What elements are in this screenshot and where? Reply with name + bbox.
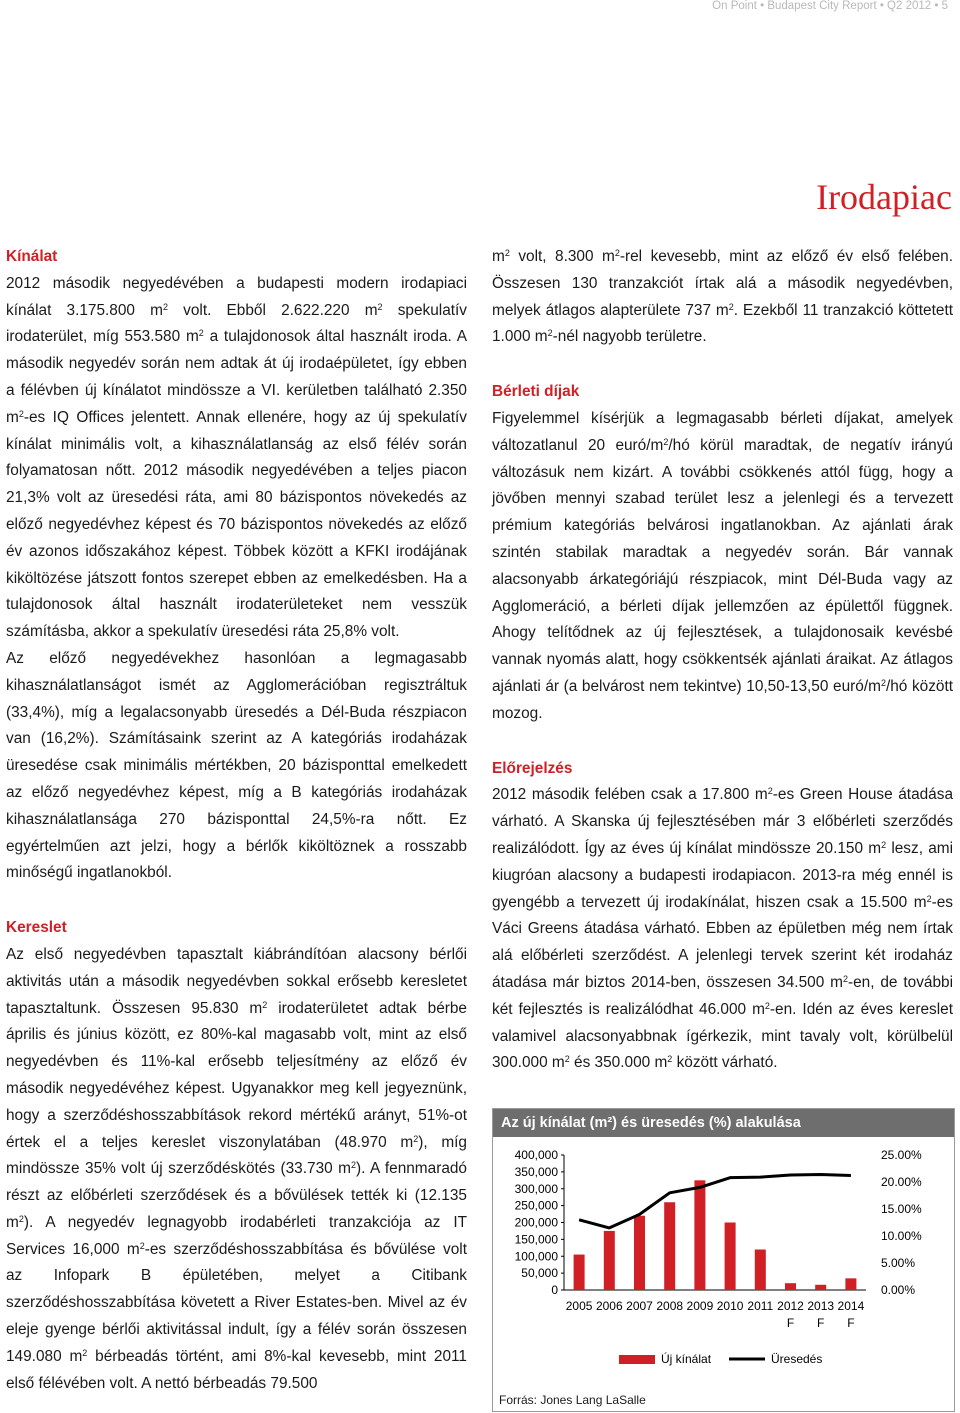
y-tick-label-right: 15.00% xyxy=(881,1202,922,1216)
y-tick-label-right: 20.00% xyxy=(881,1175,922,1189)
superscript: 2 xyxy=(880,677,886,688)
left-column xyxy=(6,244,467,1397)
bar-uj-kinalat xyxy=(815,1285,826,1290)
superscript: 2 xyxy=(377,301,383,312)
y-tick-label-right: 10.00% xyxy=(881,1229,922,1243)
y-tick-label-right: 25.00% xyxy=(881,1148,922,1162)
superscript: 2 xyxy=(139,1240,145,1251)
x-tick-label-suffix: F xyxy=(847,1316,855,1330)
y-tick-label-right: 0.00% xyxy=(881,1283,916,1297)
bar-uj-kinalat xyxy=(694,1180,705,1290)
y-tick-label-left: 150,000 xyxy=(514,1232,558,1247)
y-tick-label-right: 5.00% xyxy=(881,1256,916,1270)
superscript: 2 xyxy=(162,301,168,312)
x-tick-label: 2014 xyxy=(837,1299,865,1313)
chart-title: Az új kínálat (m²) és üresedés (%) alakulása xyxy=(493,1109,954,1137)
x-tick-label: 2007 xyxy=(626,1299,653,1313)
x-tick-label: 2012 xyxy=(777,1299,804,1313)
running-header: On Point • Budapest City Report • Q2 2012 • 5 xyxy=(712,0,948,12)
superscript: 2 xyxy=(614,248,620,258)
heading-kinalat: Kínálat xyxy=(6,248,58,265)
paragraph-kinalat-2: Az előző negyedévekhez hasonlóan a legmagasabb kihasználatlanságot ismét az Agglomerációban regisztráltuk (33,4%), míg a legalacsonyabb üresedés a Dél-Buda részpiacon van (16,2%). Számításaink szerint az A kategóriás irodaházak üresedése csak minimális mértékben, 20 bázisponttal emelkedett az előző negyedévhez képest, míg a B kategóriás irodaházak kihasználatlansága 270 bázisponttal 24,5%-ra nőtt. Ez egyértelműen azt jelzi, hogy a bérlők kiköltöznek a rosszabb minőségű ingatlanokból. xyxy=(6,649,467,882)
x-tick-label-suffix: F xyxy=(817,1316,825,1330)
bar-uj-kinalat xyxy=(725,1223,736,1291)
paragraph-kereslet-cont: $m^2$ volt, 8.300 $m^2$-rel kevesebb, mint az előző év első felében. Összesen 130 tranzakciót írtak alá a második negyedévben, melyek átlagos alapterülete 737 $m^2$. Ezekből 11 tranzakció köttetett 1.000 $m^2$-nél nagyobb területre. xyxy=(492,248,954,346)
y-tick-label-left: 250,000 xyxy=(514,1198,558,1213)
legend-swatch-bar xyxy=(619,1355,655,1364)
y-tick-label-left: 200,000 xyxy=(514,1215,558,1230)
superscript: 2 xyxy=(504,248,510,258)
paragraph-kinalat-1: 2012 második negyedévében a budapesti modern irodapiaci kínálat 3.175.800 $m^2$ volt. Ebből 2.622.220 $m^2$ spekulatív irodaterület, míg 553.580 $m^2$ a tulajdonosok által használt iroda. A második negyedév során nem adtak át új irodaépületet, így ebben a félévben új kínálatot mindössze a VI. kerületben található 2.350 $m^2-es$ IQ Offices jelentett. Annak ellenére, hogy az új spekulatív kínálat minimális volt, a kihasználatlanság az első félév során folyamatosan nőtt. 2012 második negyedévében a teljes piacon 21,3% volt az üresedési ráta, ami 80 bázispontos növekedés az előző negyedévhez képest és 70 bázispontos növekedés az előző év azonos időszakához képest. Többek között a KFKI irodájának kiköltözése játszott fontos szerepet ebben az emelkedésben. Ha a tulajdonosok által használt irodaterületeket nem vesszük számításba, akkor a spekulatív üresedési ráta 25,8% volt. xyxy=(6,274,468,641)
bar-uj-kinalat xyxy=(755,1250,766,1291)
x-tick-label: 2010 xyxy=(716,1299,744,1313)
y-tick-label-left: 50,000 xyxy=(521,1266,558,1281)
bar-uj-kinalat xyxy=(845,1278,856,1290)
superscript: 2 xyxy=(564,1054,570,1065)
superscript: 2 xyxy=(413,1133,419,1144)
paragraph-elorejelzes: 2012 második felében csak a 17.800 $m^2-es$ Green House átadása várható. A Skanska új fejlesztésében már 3 előbérleti szerződés realizálódott. Így az éves új kínálat mindössze 20.150 $m^2$ lesz, ami kiugróan alacsony a budapesti irodapiacon. 2013-ra még ennél is gyengébb a tervezett új irodakínálat, hiszen csak a 15.500 $m^2-es$ Váci Greens átadása várható. Ebben az épületben még nem írtak alá előbérleti szerződést. A jelenlegi tervek szerint két irodaház átadása már biztos 2014-ben, összesen 34.500 $m^2-en$, de további két fejlesztés is realizálódhat 46.000 $m^2-en$. Idén az éves kereslet valamivel alacsonyabbnak ígérkezik, mint tavaly volt, körülbelül 300.000 $m^2$ és 350.000 $m^2$ között várható. xyxy=(492,786,954,1072)
x-tick-label: 2009 xyxy=(686,1299,714,1313)
right-column xyxy=(492,244,953,1077)
y-tick-label-left: 300,000 xyxy=(514,1181,558,1196)
legend-label-bar: Új kínálat xyxy=(661,1352,712,1366)
superscript: 2 xyxy=(198,328,204,339)
x-tick-label: 2005 xyxy=(565,1299,593,1313)
superscript: 2 xyxy=(728,301,734,312)
heading-elorejelzes: Előrejelzés xyxy=(492,759,573,777)
superscript: 2 xyxy=(881,839,887,850)
superscript: 2 xyxy=(663,436,669,447)
superscript: 2 xyxy=(18,1213,24,1224)
superscript: 2 xyxy=(764,1000,770,1011)
heading-kereslet: Kereslet xyxy=(6,919,67,937)
x-tick-label-suffix: F xyxy=(786,1316,795,1330)
superscript: 2 xyxy=(926,893,932,904)
x-tick-label: 2006 xyxy=(595,1299,623,1313)
y-tick-label-left: 0 xyxy=(551,1283,558,1297)
paragraph-berleti-dijak: Figyelemmel kísérjük a legmagasabb bérleti díjakat, amelyek változatlanul 20 euró/$m^2/hó$ körül maradtak, de negatív irányú változásuk nem kizárt. A további csökkenés attól függ, hogy a jövőben mennyi szabad terület lesz a jelenlegi és a tervezett prémium kategóriás belvárosi ingatlanokban. Az ajánlati árak szintén stabilak maradtak a negyedév során. Bár vannak alacsonyabb árkategóriájú részpiacok, mint Dél-Buda vagy az Agglomeráció, a bérleti díjak jellemzően az épülettől függnek. Ahogy telítődnek az új fejlesztések, a tulajdonosaik kevésbé vannak nyomás alatt, hogy csökkentsék ajánlati áraikat. Az átlagos ajánlati ár (a belvárost nem tekintve) 10,50-13,50 euró/$m^2/hó$ között mozog. xyxy=(492,409,954,722)
superscript: 2 xyxy=(547,328,553,339)
x-tick-label: 2008 xyxy=(656,1299,684,1313)
superscript: 2 xyxy=(262,999,268,1010)
superscript: 2 xyxy=(18,408,24,419)
x-tick-label: 2013 xyxy=(807,1299,835,1313)
legend-label-line: Üresedés xyxy=(771,1352,823,1366)
superscript: 2 xyxy=(350,1160,356,1171)
bar-uj-kinalat xyxy=(634,1216,645,1290)
bar-uj-kinalat xyxy=(785,1283,796,1290)
x-tick-label: 2011 xyxy=(747,1299,774,1313)
supply-vacancy-chart xyxy=(492,1108,955,1412)
y-tick-label-left: 400,000 xyxy=(514,1148,558,1162)
superscript: 2 xyxy=(767,786,773,797)
line-uresedes xyxy=(579,1174,851,1227)
heading-berleti-dijak: Bérleti díjak xyxy=(492,383,580,401)
bar-uj-kinalat xyxy=(604,1231,615,1290)
paragraph-kereslet: Az első negyedévben tapasztalt kiábrándítóan alacsony bérlői aktivitás után a második negyedévben sokkal erősebb keresletet tapasztaltunk. Összesen 95.830 $m^2$ irodaterületet adtak bérbe április és június között, ez 80%-kal magasabb volt, mint az első negyedévben és 11%-kal erősebb teljesítmény az előző év második negyedévéhez képest. Ugyanakkor meg kell jegyeznünk, hogy a szerződéshosszabbítások rekord mértékű arányt, 51%-ot értek el a teljes kereslet viszonylatában (48.970 $m^2$), míg mindössze 35% volt új szerződéskötés (33.730 $m^2$). A fennmaradó részt az előbérleti szerződések és a bővülések tették ki (12.135 $m^2$). A negyedév legnagyobb irodabérleti tranzakciója az IT Services 16,000 $m^2-es$ szerződéshosszabbítása és bővülése volt az Infopark B épületében, melyet a Citibank szerződéshosszabbítása követett a River Estates-ben. Mivel az év eleje gyenge bérlői aktivitással indult, így a félév során összesen 149.080 $m^2$ bérbeadás történt, ami 8%-kal kevesebb, mint 2011 első félévében volt. A nettó bérbeadás 79.500 xyxy=(6,945,467,1392)
superscript: 2 xyxy=(82,1347,88,1358)
bar-uj-kinalat xyxy=(664,1202,675,1290)
y-tick-label-left: 350,000 xyxy=(514,1164,558,1179)
superscript: 2 xyxy=(842,973,848,984)
section-title: Irodapiac xyxy=(816,177,952,217)
chart-plot xyxy=(493,1137,954,1391)
superscript: 2 xyxy=(667,1054,673,1065)
bar-uj-kinalat xyxy=(574,1255,585,1290)
chart-source: Forrás: Jones Lang LaSalle xyxy=(499,1393,646,1407)
y-tick-label-left: 100,000 xyxy=(514,1249,558,1264)
